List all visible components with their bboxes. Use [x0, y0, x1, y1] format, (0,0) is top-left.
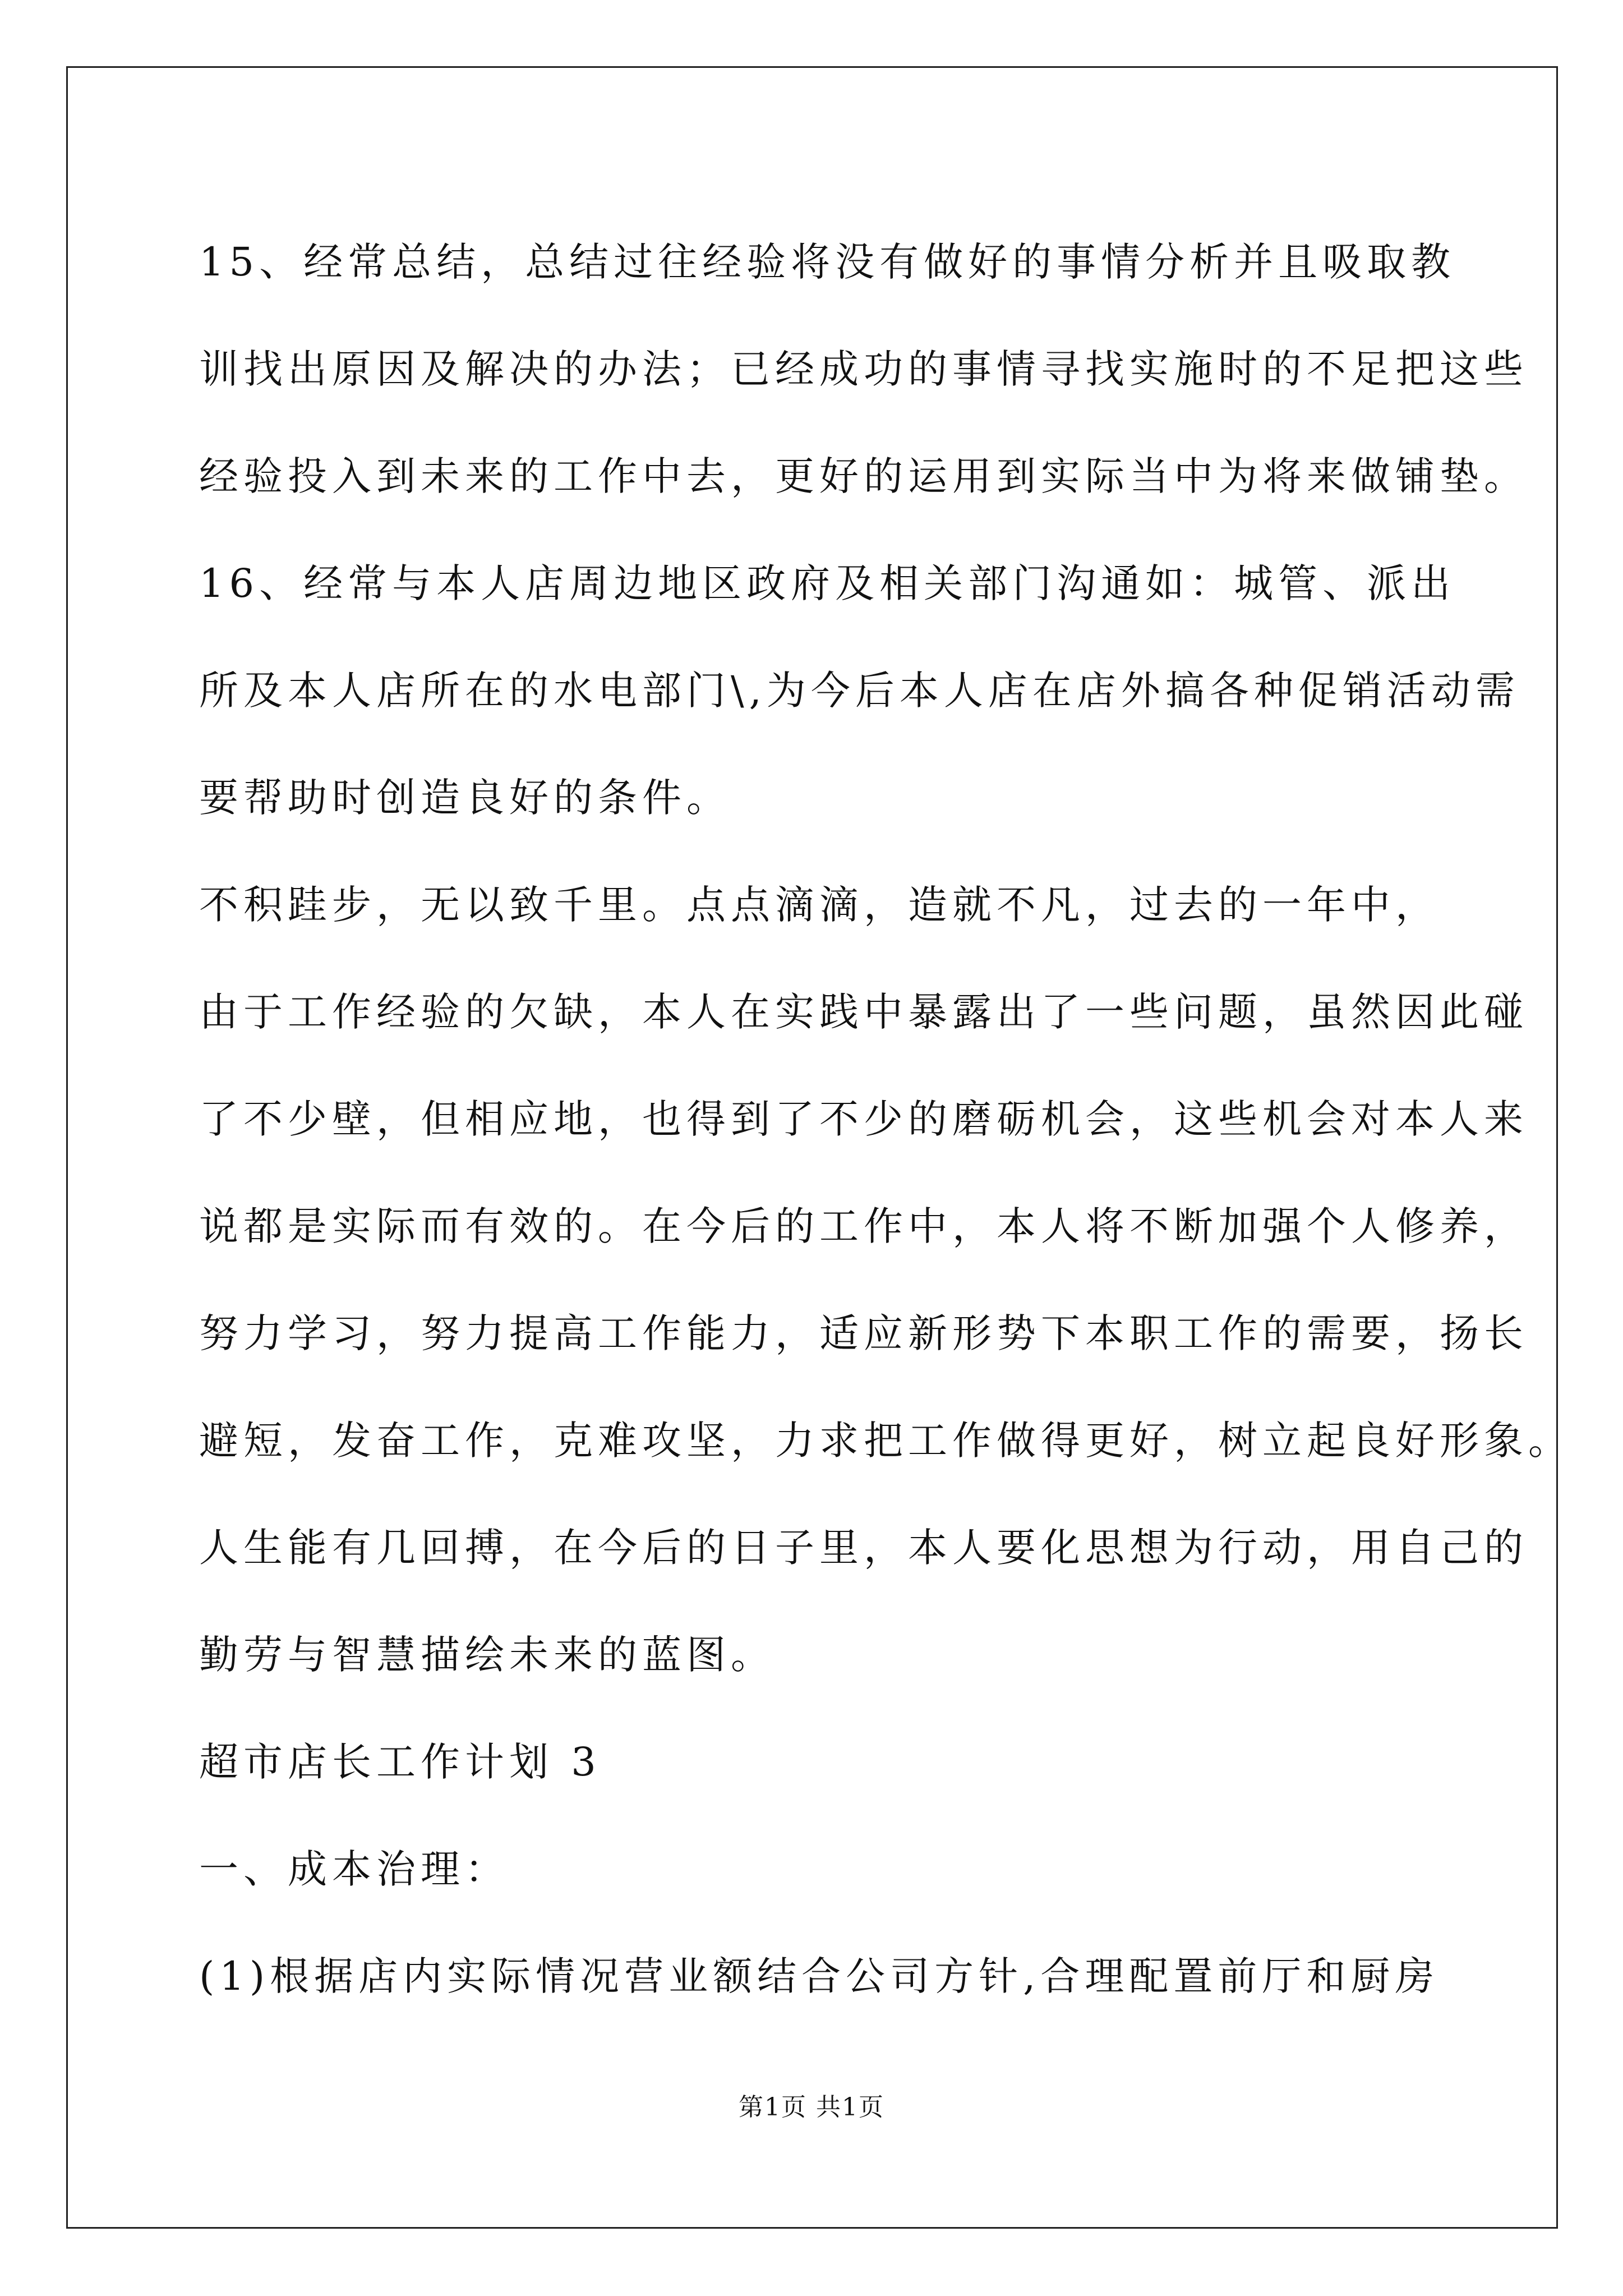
text-line: 勤劳与智慧描绘未来的蓝图。	[199, 1632, 775, 1678]
text-line: (1)根据店内实际情况营业额结合公司方针,合理配置前厅和厨房	[199, 1953, 1440, 1999]
text-line: 努力学习，努力提高工作能力，适应新形势下本职工作的需要，扬长	[199, 1310, 1528, 1356]
text-line: 了不少壁，但相应地，也得到了不少的磨砺机会，这些机会对本人来	[199, 1096, 1528, 1142]
text-line: 经验投入到未来的工作中去，更好的运用到实际当中为将来做铺垫。	[199, 453, 1528, 499]
text-line: 要帮助时创造良好的条件。	[199, 775, 731, 821]
text-line: 训找出原因及解决的办法；已经成功的事情寻找实施时的不足把这些	[199, 346, 1528, 392]
text-line: 16、经常与本人店周边地区政府及相关部门沟通如：城管、派出	[199, 560, 1456, 606]
text-line: 由于工作经验的欠缺，本人在实践中暴露出了一些问题，虽然因此碰	[199, 989, 1528, 1035]
text-line: 说都是实际而有效的。在今后的工作中，本人将不断加强个人修养，	[199, 1203, 1528, 1249]
document-body	[199, 209, 1573, 2030]
text-line: 避短，发奋工作，克难攻坚，力求把工作做得更好，树立起良好形象。	[199, 1418, 1573, 1464]
text-line: 所及本人店所在的水电部门\,为今后本人店在店外搞各种促销活动需	[199, 668, 1520, 714]
page-number-footer: 第1页 共1页	[739, 2093, 884, 2122]
text-line: 15、经常总结，总结过往经验将没有做好的事情分析并且吸取教	[199, 239, 1456, 285]
text-line: 不积跬步，无以致千里。点点滴滴，造就不凡，过去的一年中，	[199, 882, 1440, 928]
section-heading: 超市店长工作计划 3	[199, 1739, 601, 1785]
subsection-heading: 一、成本治理：	[199, 1846, 509, 1892]
text-line: 人生能有几回搏，在今后的日子里，本人要化思想为行动，用自己的	[199, 1525, 1528, 1571]
